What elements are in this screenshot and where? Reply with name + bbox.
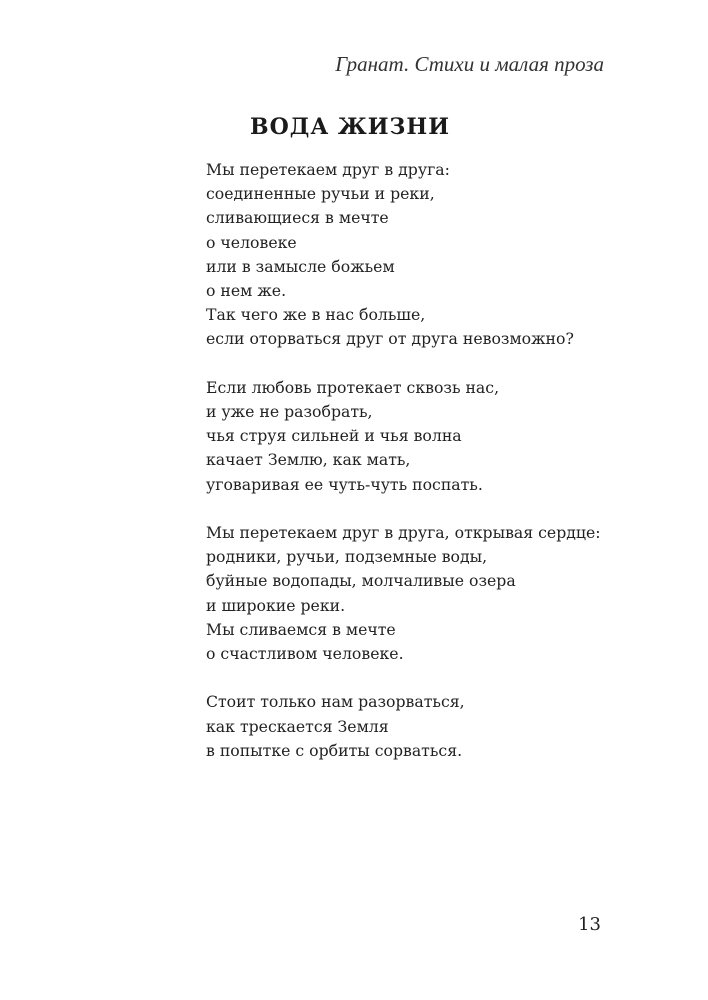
poem-line: качает Землю, как мать, bbox=[206, 450, 411, 470]
poem-line: о счастливом человеке. bbox=[206, 644, 404, 664]
poem-line: буйные водопады, молчаливые озера bbox=[206, 571, 516, 591]
poem-line: сливающиеся в мечте bbox=[206, 208, 389, 228]
poem-line: если оторваться друг от друга невозможно? bbox=[206, 329, 574, 349]
poem-line: о нем же. bbox=[206, 281, 287, 301]
poem-line: и широкие реки. bbox=[206, 595, 346, 615]
poem-line: в попытке с орбиты сорваться. bbox=[206, 740, 463, 760]
poem-line: Если любовь протекает сквозь нас, bbox=[206, 377, 500, 397]
poem-line: или в замысле божьем bbox=[206, 256, 395, 276]
poem-line: о человеке bbox=[206, 232, 297, 252]
poem-line: чья струя сильней и чья волна bbox=[206, 426, 462, 446]
poem-line: Мы сливаемся в мечте bbox=[206, 619, 396, 639]
poem-line: Мы перетекаем друг в друга, открывая сердце: bbox=[206, 523, 601, 543]
stanza-2 bbox=[206, 376, 668, 497]
running-head: Гранат. Стихи и малая проза bbox=[335, 52, 604, 76]
poem-line: уговаривая ее чуть-чуть поспать. bbox=[206, 474, 483, 494]
stanza-3 bbox=[206, 521, 668, 666]
poem-line: как трескается Земля bbox=[206, 716, 389, 736]
poem-title: ВОДА ЖИЗНИ bbox=[250, 114, 450, 140]
stanza-4 bbox=[206, 690, 668, 763]
poem-line: и уже не разобрать, bbox=[206, 402, 373, 422]
poem-body bbox=[206, 158, 668, 787]
poem-line: Так чего же в нас больше, bbox=[206, 305, 426, 325]
poem-line: Стоит только нам разорваться, bbox=[206, 692, 465, 712]
poem-line: Мы перетекаем друг в друга: bbox=[206, 160, 450, 179]
poem-line: родники, ручьи, подземные воды, bbox=[206, 547, 488, 567]
poem-line: соединенные ручьи и реки, bbox=[206, 184, 435, 204]
page-number: 13 bbox=[578, 914, 601, 935]
stanza-1 bbox=[206, 158, 668, 352]
